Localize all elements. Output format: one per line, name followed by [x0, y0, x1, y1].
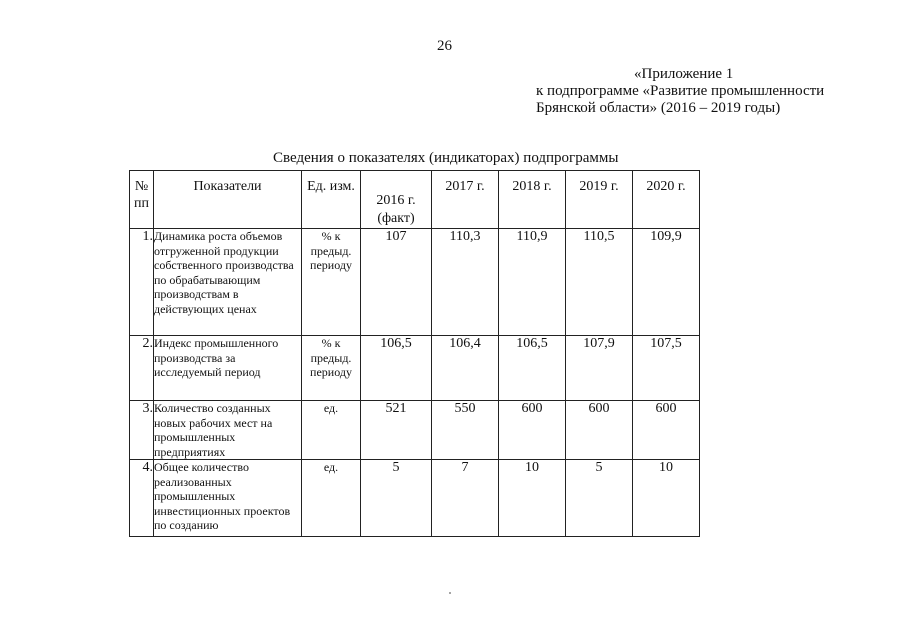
appendix-line-2: к подпрограмме «Развитие промышленности: [536, 83, 825, 99]
table-title: Сведения о показателях (индикаторах) подпрограммы: [273, 150, 619, 166]
indicator-unit: ед.: [302, 401, 361, 460]
table-header-row: [130, 171, 700, 229]
table-row: [130, 336, 700, 401]
value-2017: 110,3: [432, 229, 499, 336]
table-row: [130, 229, 700, 336]
header-year-2019: 2019 г.: [566, 171, 633, 229]
table-row: [130, 460, 700, 537]
value-2019: 110,5: [566, 229, 633, 336]
value-2017: 7: [432, 460, 499, 537]
row-number: 4.: [130, 460, 154, 537]
value-2019: 107,9: [566, 336, 633, 401]
value-2018: 600: [499, 401, 566, 460]
row-number: 1.: [130, 229, 154, 336]
table-row: [130, 401, 700, 460]
appendix-heading: [536, 66, 824, 117]
value-2016: 107: [361, 229, 432, 336]
indicator-unit: % к предыд. периоду: [302, 229, 361, 336]
value-2018: 10: [499, 460, 566, 537]
value-2018: 110,9: [499, 229, 566, 336]
value-2017: 550: [432, 401, 499, 460]
value-2018: 106,5: [499, 336, 566, 401]
value-2017: 106,4: [432, 336, 499, 401]
header-year-2018: 2018 г.: [499, 171, 566, 229]
header-year-2016: 2016 г. (факт): [361, 171, 432, 229]
header-indicators: Показатели: [154, 171, 302, 229]
scan-speck: [449, 592, 451, 594]
value-2016: 106,5: [361, 336, 432, 401]
indicator-unit: % к предыд. периоду: [302, 336, 361, 401]
page-number: 26: [437, 38, 452, 54]
indicator-name: Динамика роста объемов отгруженной продукции собственного производства по обрабатывающим производствам в действующих ценах: [154, 229, 302, 336]
value-2019: 5: [566, 460, 633, 537]
appendix-line-3: Брянской области» (2016 – 2019 годы): [536, 100, 781, 116]
header-number: № пп: [130, 171, 154, 229]
value-2019: 600: [566, 401, 633, 460]
header-year-2017: 2017 г.: [432, 171, 499, 229]
indicator-unit: ед.: [302, 460, 361, 537]
header-year-2020: 2020 г.: [633, 171, 700, 229]
appendix-line-1: «Приложение 1: [634, 66, 734, 82]
row-number: 3.: [130, 401, 154, 460]
indicator-name: Количество созданных новых рабочих мест на промышленных предприятиях: [154, 401, 302, 460]
indicator-name: Индекс промышленного производства за исследуемый период: [154, 336, 302, 401]
indicators-table: [129, 170, 700, 537]
indicator-name: Общее количество реализованных промышленных инвестиционных проектов по созданию: [154, 460, 302, 537]
header-unit: Ед. изм.: [302, 171, 361, 229]
value-2016: 5: [361, 460, 432, 537]
value-2016: 521: [361, 401, 432, 460]
row-number: 2.: [130, 336, 154, 401]
value-2020: 10: [633, 460, 700, 537]
value-2020: 109,9: [633, 229, 700, 336]
value-2020: 107,5: [633, 336, 700, 401]
value-2020: 600: [633, 401, 700, 460]
